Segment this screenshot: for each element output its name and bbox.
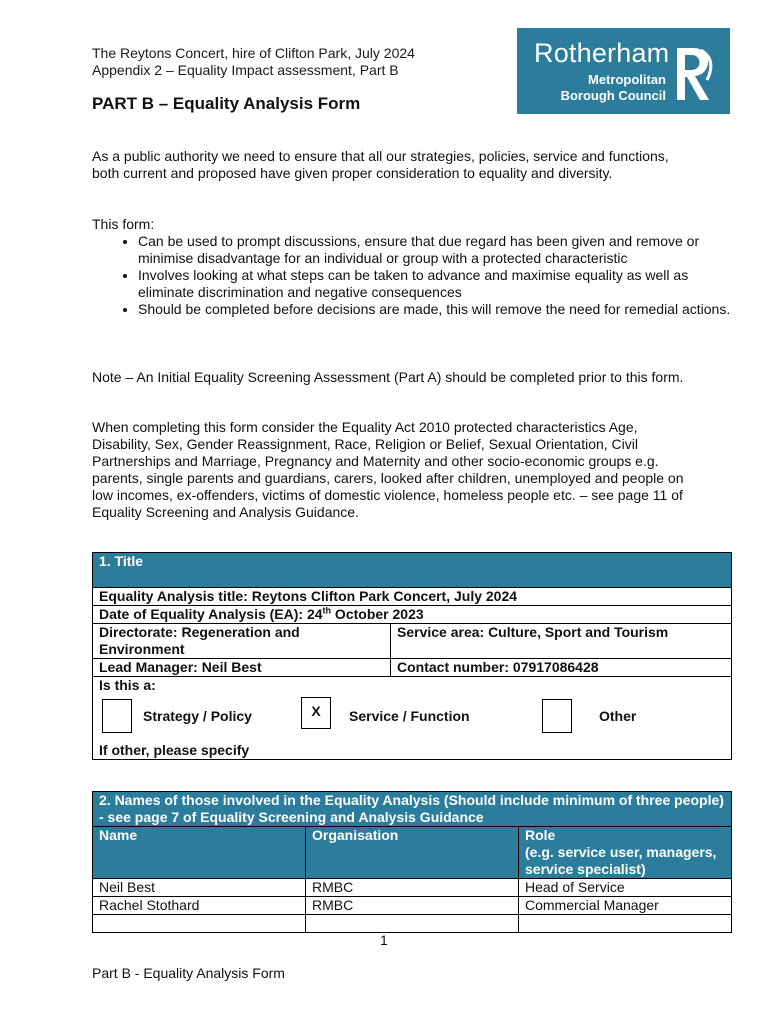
service-function-checkbox[interactable]: X xyxy=(301,697,331,729)
column-header-organisation: Organisation xyxy=(306,827,519,879)
lead-manager: Lead Manager: Neil Best xyxy=(93,659,391,677)
participant-organisation: RMBC xyxy=(306,879,519,897)
purpose-bullet-list xyxy=(92,233,738,318)
analysis-title: Equality Analysis title: Reytons Clifton Park Concert, July 2024 xyxy=(93,588,732,606)
council-logo xyxy=(517,28,730,114)
participants-table xyxy=(92,791,732,933)
strategy-policy-label: Strategy / Policy xyxy=(143,708,252,724)
other-specify-label: If other, please specify xyxy=(99,742,250,758)
logo-line-metropolitan: Metropolitan xyxy=(588,72,666,87)
logo-name: Rotherham xyxy=(534,38,670,68)
page-number: 1 xyxy=(380,932,388,948)
note-paragraph: Note – An Initial Equality Screening Assessment (Part A) should be completed prior to this form. xyxy=(92,369,684,385)
title-section-table xyxy=(92,552,732,760)
participant-organisation xyxy=(306,915,519,933)
participant-role: Head of Service xyxy=(519,879,732,897)
table-row xyxy=(93,897,732,915)
other-checkbox[interactable] xyxy=(542,699,572,733)
section2-heading: 2. Names of those involved in the Equality Analysis (Should include minimum of three people) - see page 7 of Equality Screening and Analysis Guidance xyxy=(93,792,732,827)
bullet-item: • Should be completed before decisions are made, this will remove the need for remedial actions. xyxy=(138,301,738,318)
column-header-name: Name xyxy=(93,827,306,879)
participant-name xyxy=(93,915,306,933)
type-selection-cell xyxy=(93,677,732,760)
page-title: PART B – Equality Analysis Form xyxy=(92,94,361,113)
intro-paragraph: As a public authority we need to ensure that all our strategies, policies, service and functions, both current and proposed have given proper consideration to equality and diversity. xyxy=(92,148,669,181)
service-function-label: Service / Function xyxy=(349,708,470,724)
bullet-item: • Involves looking at what steps can be taken to advance and maximise equality as well as eliminate discrimination and negative consequences xyxy=(138,267,738,301)
contact-number: Contact number: 07917086428 xyxy=(391,659,732,677)
other-label: Other xyxy=(599,708,637,724)
table-row xyxy=(93,915,732,933)
participant-role: Commercial Manager xyxy=(519,897,732,915)
participant-role xyxy=(519,915,732,933)
directorate: Directorate: Regeneration and Environment xyxy=(93,624,391,659)
participant-name: Rachel Stothard xyxy=(93,897,306,915)
logo-line-borough: Borough Council xyxy=(560,88,666,103)
bullet-item: • Can be used to prompt discussions, ensure that due regard has been given and remove or minimise disadvantage for an individual or group with a protected characteristic xyxy=(138,233,738,267)
service-area: Service area: Culture, Sport and Tourism xyxy=(391,624,732,659)
form-intro: This form: xyxy=(92,216,155,232)
is-this-label: Is this a: xyxy=(99,677,156,693)
participant-name: Neil Best xyxy=(93,879,306,897)
section1-heading: 1. Title xyxy=(93,553,732,588)
page-footer: Part B - Equality Analysis Form xyxy=(92,965,285,981)
strategy-policy-checkbox[interactable] xyxy=(102,699,132,733)
document-header-subtitle: Appendix 2 – Equality Impact assessment, Part B xyxy=(92,62,399,78)
column-header-role: Role (e.g. service user, managers, service specialist) xyxy=(519,827,732,879)
logo-r-mark-icon xyxy=(673,42,721,106)
table-row xyxy=(93,879,732,897)
document-header-title: The Reytons Concert, hire of Clifton Park, July 2024 xyxy=(92,45,415,61)
participant-organisation: RMBC xyxy=(306,897,519,915)
analysis-date: Date of Equality Analysis (EA): 24th October 2023 xyxy=(93,606,732,624)
guidance-paragraph: When completing this form consider the Equality Act 2010 protected characteristics Age, Disability, Sex, Gender Reassignment, Race, Religion or Belief, Sexual Orientation, Civil Partnerships and Marriage, Pregnancy and Maternity and other socio-economic groups e.g. parents, single parents and guardians, carers, looked after children, unemployed and people on low incomes, ex-offenders, victims of domestic violence, homeless people etc. – see page 11 of Equality Screening and Analysis Guidance. xyxy=(92,419,684,520)
